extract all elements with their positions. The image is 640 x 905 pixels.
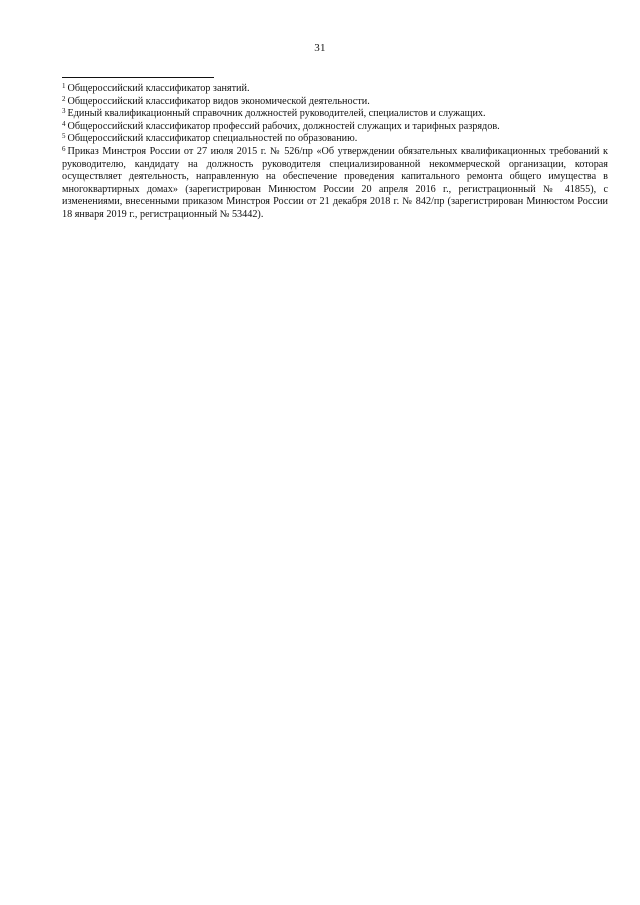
footnote-2 — [62, 96, 608, 109]
footnote-marker: 2 — [62, 94, 66, 103]
footnote-marker: 5 — [62, 132, 66, 141]
footnote-text: Общероссийский классификатор занятий. — [67, 83, 250, 94]
footnote-marker: 3 — [62, 107, 66, 116]
footnote-text: Приказ Минстроя России от 27 июля 2015 г. № 526/пр «Об утверждении обязательных квалификационных требований к руководителю, кандидату на должность руководителя специализированной некоммерческой организации, которая осуществляет деятельность, направленную на обеспечение проведения капитального ремонта общего имущества в многоквартирных домах» (зарегистрирован Минюстом России 20 апреля 2016 г., регистрационный № 41855), с изменениями, внесенными приказом Минстроя России от 21 декабря 2018 г. № 842/пр (зарегистрирован Минюстом России 18 января 2019 г., регистрационный № 53442). — [62, 145, 608, 220]
footnotes-section — [62, 83, 608, 222]
footnote-text: Общероссийский классификатор видов экономической деятельности. — [67, 95, 370, 107]
footnote-text: Общероссийский классификатор профессий рабочих, должностей служащих и тарифных разрядов. — [67, 120, 500, 132]
page-number: 31 — [314, 42, 326, 54]
footnote-marker: 4 — [62, 119, 66, 128]
footnote-1 — [62, 83, 608, 96]
footnote-6 — [62, 146, 608, 222]
footnote-marker: 1 — [62, 82, 66, 90]
footnote-4 — [62, 121, 608, 134]
footnote-text: Общероссийский классификатор специальностей по образованию. — [67, 133, 358, 145]
footnote-text: Единый квалификационный справочник должностей руководителей, специалистов и служащих. — [67, 108, 486, 120]
footnote-5 — [62, 133, 608, 146]
footnote-marker: 6 — [62, 144, 66, 153]
footnote-separator — [62, 77, 214, 78]
footnote-3 — [62, 108, 608, 121]
